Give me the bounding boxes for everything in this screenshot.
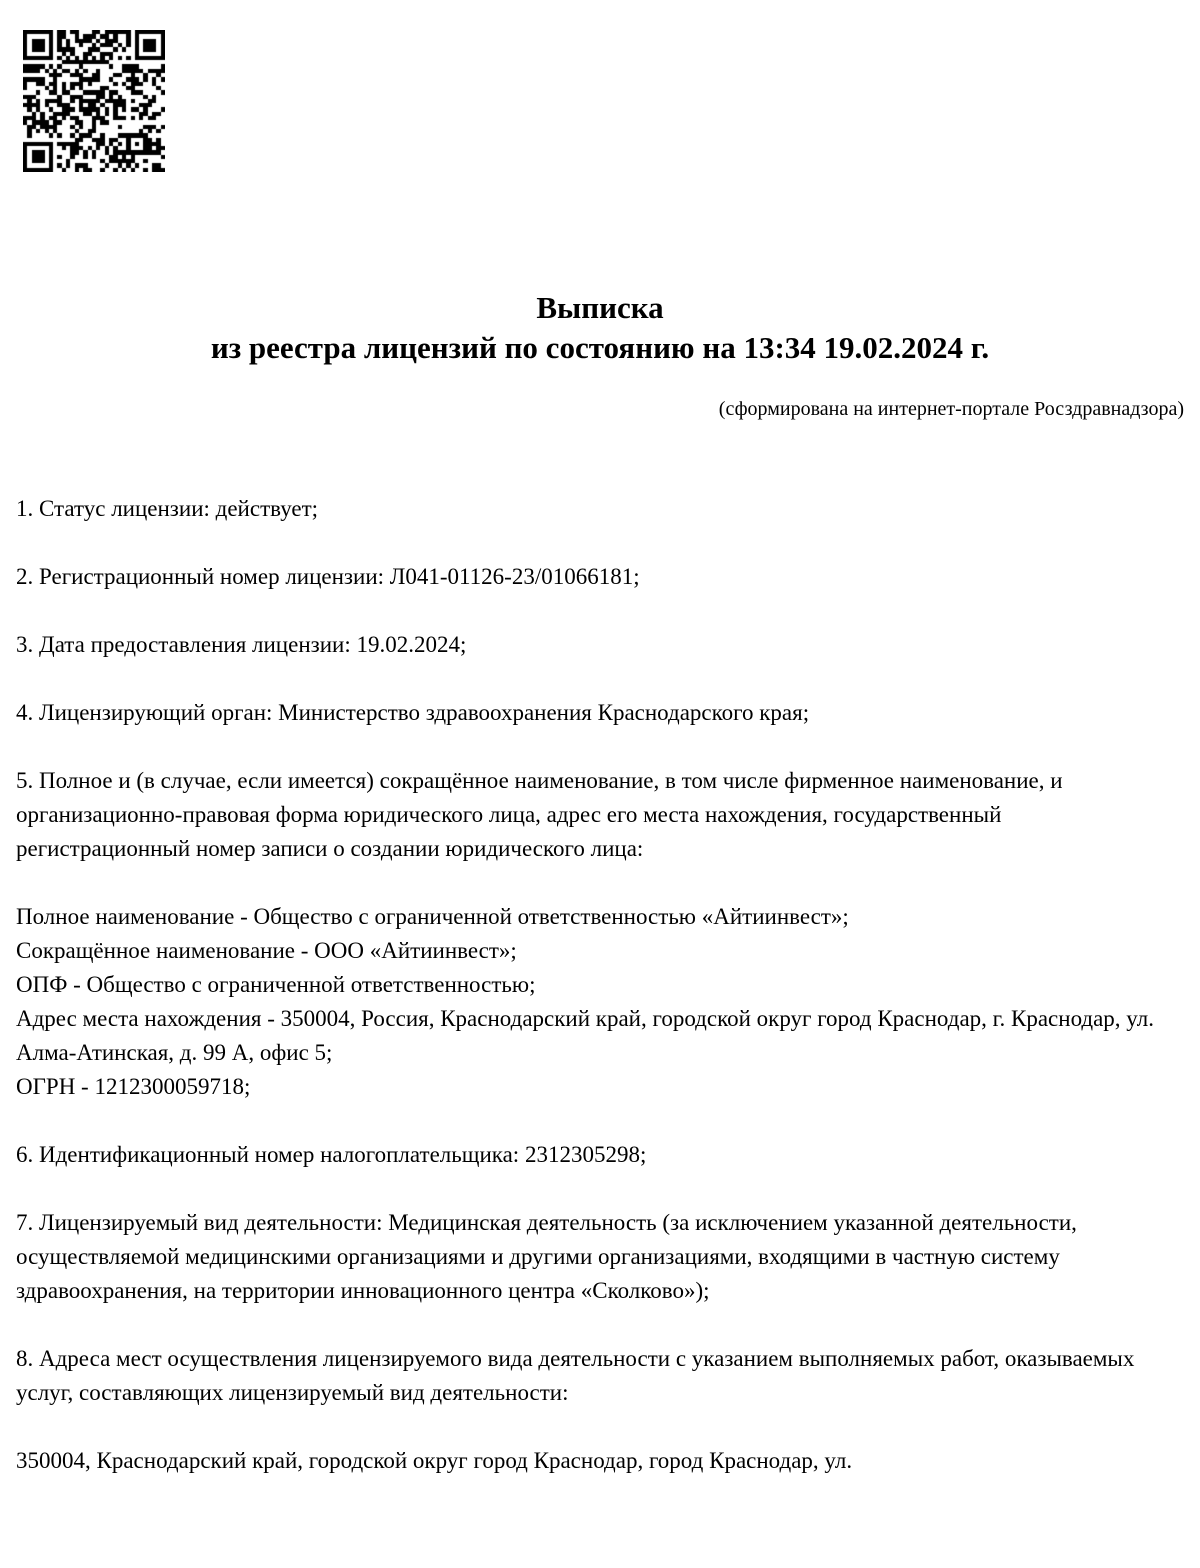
text-line: 8. Адреса мест осуществления лицензируемого вида деятельности с указанием выполняемых работ, оказываемых услуг, составляющих лицензируемый вид деятельности:: [16, 1346, 1135, 1405]
paragraph: [16, 900, 1164, 1104]
text-line: 6. Идентификационный номер налогоплательщика: 2312305298;: [16, 1142, 647, 1167]
text-line: 2. Регистрационный номер лицензии: Л041-01126-23/01066181;: [16, 564, 640, 589]
title-line2: из реестра лицензий по состоянию на 13:34 19.02.2024 г.: [210, 330, 990, 365]
qr-code-icon: [23, 30, 165, 172]
paragraph: [16, 560, 1164, 594]
title-line1: Выписка: [536, 290, 664, 325]
document-body: [0, 492, 1164, 1478]
text-line: Полное наименование - Общество с ограниченной ответственностью «Айтиинвест»;: [16, 904, 849, 929]
paragraph: [16, 1342, 1164, 1410]
text-line: Сокращённое наименование - ООО «Айтиинвест»;: [16, 938, 517, 963]
text-line: ОПФ - Общество с ограниченной ответственностью;: [16, 972, 536, 997]
paragraph: [16, 696, 1164, 730]
paragraph: [16, 1444, 1164, 1478]
paragraph: [16, 1138, 1164, 1172]
paragraph: [16, 1206, 1164, 1308]
document-subtitle: (сформирована на интернет-портале Росздравнадзора): [718, 398, 1184, 420]
text-line: ОГРН - 1212300059718;: [16, 1074, 251, 1099]
document-title: [0, 0, 1200, 368]
text-line: 350004, Краснодарский край, городской округ город Краснодар, город Краснодар, ул.: [16, 1448, 853, 1473]
paragraph: [16, 628, 1164, 662]
text-line: 7. Лицензируемый вид деятельности: Медицинская деятельность (за исключением указанной деятельности, осуществляемой медицинскими организациями и другими организациями, входящими в частную систему здравоохранения, на территории инновационного центра «Сколково»);: [16, 1210, 1077, 1303]
text-line: Адрес места нахождения - 350004, Россия, Краснодарский край, городской округ город Краснодар, г. Краснодар, ул. Алма-Атинская, д. 99 А, офис 5;: [16, 1006, 1155, 1065]
paragraph: [16, 764, 1164, 866]
text-line: 5. Полное и (в случае, если имеется) сокращённое наименование, в том числе фирменное наименование, и организационно-правовая форма юридического лица, адрес его места нахождения, государственный регистрационный номер записи о создании юридического лица:: [16, 768, 1063, 861]
text-line: 1. Статус лицензии: действует;: [16, 496, 319, 521]
text-line: 3. Дата предоставления лицензии: 19.02.2024;: [16, 632, 467, 657]
text-line: 4. Лицензирующий орган: Министерство здравоохранения Краснодарского края;: [16, 700, 810, 725]
paragraph: [16, 492, 1164, 526]
